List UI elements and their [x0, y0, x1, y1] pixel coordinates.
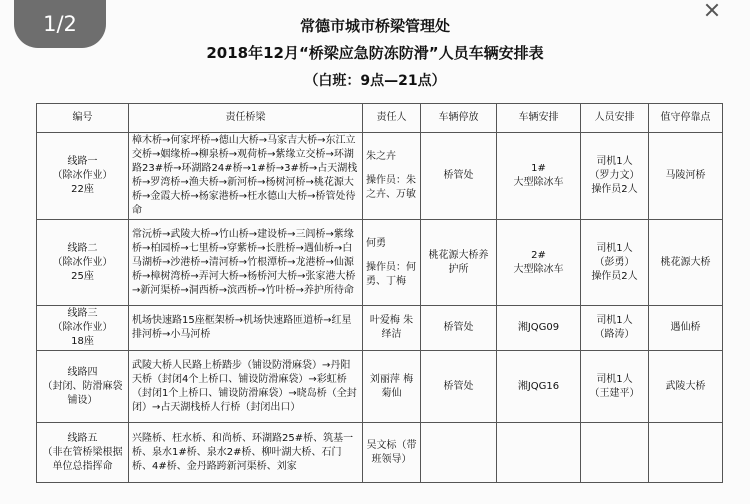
header-standby: 值守停靠点: [649, 104, 723, 133]
staff-operators: 操作员2人: [591, 184, 638, 195]
header-person: 责任人: [363, 104, 421, 133]
route-task: （除冰作业）: [52, 256, 113, 268]
route-count: 22座: [71, 184, 94, 195]
parking-location: [421, 423, 497, 483]
staff-operators: 操作员2人: [591, 270, 638, 282]
route-task: （除冰作业）: [52, 170, 113, 181]
shift-subtitle: （白班：9点—21点）: [304, 73, 446, 89]
standby-point: 遇仙桥: [649, 306, 723, 351]
responsible-person: 吴文标（带班领导）: [363, 423, 421, 483]
staff-driver-name: （罗力文）: [589, 170, 640, 181]
table-row: [37, 220, 723, 306]
route-id: 线路五: [67, 432, 98, 444]
standby-point: 桃花源大桥: [649, 220, 723, 306]
responsible-cell: [363, 133, 421, 220]
route-id: 线路三: [67, 308, 98, 319]
vehicle-cell: [497, 220, 581, 306]
vehicle-number: 1#: [531, 163, 546, 174]
staff-cell: [581, 133, 649, 220]
header-vehicle: 车辆安排: [497, 104, 581, 133]
vehicle-type: 大型除冰车: [513, 177, 564, 188]
route-id-cell: [37, 423, 129, 483]
operator-names: 操作员：何勇、丁梅: [366, 261, 416, 287]
route-count: 18座: [71, 336, 94, 347]
vehicle-number: 湘JQG16: [497, 351, 581, 423]
route-id-cell: [37, 133, 129, 220]
responsible-person: 何勇: [366, 237, 386, 249]
operator-names: 操作员：朱之卉、万敏: [366, 175, 416, 200]
route-bridges: 樟木桥→何家坪桥→德山大桥→马家吉大桥→东江立交桥→姻缘桥→柳泉桥→观荷桥→紫缘立交桥→环湖路23#桥→环湖路24#桥→1#桥→3#桥→占天湖栈桥→罗湾桥→渔夫桥→新河桥→杨树河桥→桃花源大桥→金霞大桥→杨家港桥→枉水德山大桥→桥管处待命: [129, 133, 363, 220]
route-bridges: 武陵大桥人民路上桥踏步（铺设防滑麻袋）→丹阳天桥（封闭4个上桥口、铺设防滑麻袋）→彩虹桥（封闭1个上桥口、铺设防滑麻袋）→晓岛桥（全封闭）→占天湖栈桥人行桥（封闭出口）: [129, 351, 363, 423]
route-task: （除冰作业）: [52, 322, 113, 333]
staff-driver: 司机1人: [596, 373, 633, 385]
staff-cell: [581, 351, 649, 423]
route-bridges: 机场快速路15座框架桥→机场快速路匝道桥→红星排河桥→小马河桥: [129, 306, 363, 351]
document-title: 2018年12月“桥梁应急防冻防滑”人员车辆安排表: [206, 44, 544, 62]
responsible-person: 朱之卉: [366, 151, 396, 162]
header-staff: 人员安排: [581, 104, 649, 133]
parking-location: 桥管处: [421, 351, 497, 423]
vehicle-type: 大型除冰车: [513, 263, 564, 275]
vehicle-cell: [497, 133, 581, 220]
route-task: （封闭、防滑麻袋铺设）: [42, 380, 123, 406]
staff-cell: [581, 220, 649, 306]
staff-driver: 司机1人: [596, 156, 633, 167]
route-id: 线路四: [67, 366, 98, 378]
vehicle-number: [497, 423, 581, 483]
staff-driver: 司机1人: [596, 242, 633, 254]
route-id: 线路二: [67, 242, 98, 254]
route-task: （非在管桥梁根据单位总指挥命: [42, 446, 123, 472]
staff-driver-name: （彭勇）: [594, 256, 635, 268]
route-id-cell: [37, 351, 129, 423]
table-header-row: [37, 104, 723, 133]
route-id-cell: [37, 220, 129, 306]
parking-location: 桥管处: [421, 306, 497, 351]
standby-point: [649, 423, 723, 483]
staff-driver-name: （路涛）: [594, 329, 635, 340]
responsible-person: 刘丽萍 梅菊仙: [363, 351, 421, 423]
standby-point: 武陵大桥: [649, 351, 723, 423]
staff-driver-name: （王建平）: [589, 387, 640, 399]
table-row: [37, 133, 723, 220]
table-row: [37, 306, 723, 351]
parking-location: 桥管处: [421, 133, 497, 220]
staff-cell: [581, 306, 649, 351]
schedule-table: [36, 103, 723, 483]
route-bridges: 兴隆桥、枉水桥、和尚桥、环湖路25#桥、筑基一桥、泉水1#桥、泉水2#桥、柳叶湖大桥、石门桥、4#桥、金丹路跨新河渠桥、刘家: [129, 423, 363, 483]
responsible-person: 叶爱梅 朱绎洁: [363, 306, 421, 351]
route-count: 25座: [71, 270, 94, 282]
route-id-cell: [37, 306, 129, 351]
staff-driver: 司机1人: [596, 315, 633, 326]
staff-cell: [581, 423, 649, 483]
route-bridges: 常沅桥→武陵大桥→竹山桥→建设桥→三闾桥→紫缘桥→柏园桥→七里桥→穿紫桥→长胜桥→遇仙桥→白马湖桥→沙港桥→清河桥→竹根潭桥→龙港桥→仙源桥→樟树湾桥→弄河大桥→杨桥河大桥→张家港大桥→新河渠桥→洞西桥→滨西桥→竹叶桥→养护所待命: [129, 220, 363, 306]
parking-location: 桃花源大桥养护所: [421, 220, 497, 306]
header-id: 编号: [37, 104, 129, 133]
page-indicator[interactable]: 1/2: [14, 0, 106, 48]
header-bridges: 责任桥梁: [129, 104, 363, 133]
route-id: 线路一: [67, 156, 98, 167]
vehicle-number: 2#: [531, 249, 546, 261]
org-title: 常德市城市桥梁管理处: [299, 17, 450, 35]
responsible-cell: [363, 220, 421, 306]
standby-point: 马陵河桥: [649, 133, 723, 220]
header-parking: 车辆停放: [421, 104, 497, 133]
vehicle-number: 湘JQG09: [497, 306, 581, 351]
table-row: [37, 351, 723, 423]
table-row: [37, 423, 723, 483]
